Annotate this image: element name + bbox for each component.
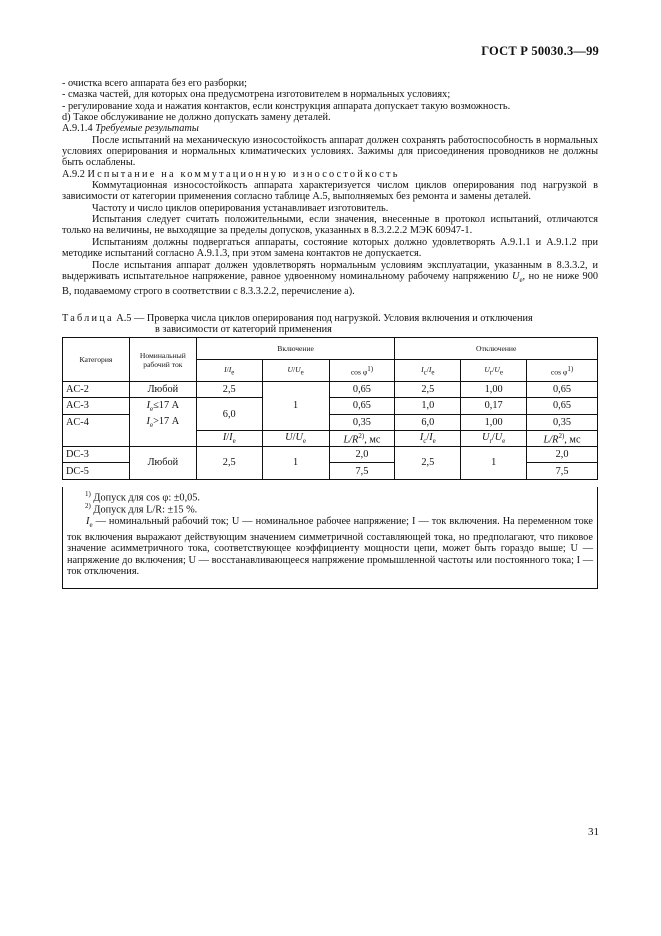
list-item: - регулирование хода и нажатия контактов, если конструкция аппарата допускает такую возможность. — [62, 100, 511, 112]
section-title: Требуемые результаты — [95, 123, 199, 135]
footnote-2: $^{2)}$ Допуск для L/R: ±15 %. — [85, 502, 198, 516]
paragraph: Частоту и число циклов оперирования устанавливает изготовитель. — [92, 202, 389, 214]
break-cos-cell: 0,65 — [527, 398, 598, 414]
subheader-U-Ue: $U/U_e$ — [262, 360, 329, 382]
subheader-Ur-Ue: $U_r/U_e$ — [461, 430, 527, 446]
section-heading-a92 — [62, 169, 598, 180]
break-I-cell: 2,5 — [395, 447, 461, 480]
category-cell: AC-3 — [63, 398, 130, 414]
header-category: Категория — [63, 338, 130, 382]
list-item: d) Такое обслуживание не должно допускать замену деталей. — [62, 112, 331, 124]
subheader-cos: $\cos \varphi^{1)}$ — [329, 360, 395, 382]
break-LR-cell: 7,5 — [527, 463, 598, 479]
header-break: Отключение — [395, 338, 598, 360]
make-U-cell: 1 — [262, 382, 329, 431]
body-text — [62, 78, 598, 298]
make-I-cell: 6,0 — [196, 398, 262, 431]
paragraph-part: После испытания аппарат должен удовлетворять нормальным условиям эксплуатации, указанным в 8.3.3.2, и выдерживать испытательное напряжение, равное удвоенному номинальному рабочему напряжению — [62, 259, 598, 282]
break-cos-cell: 0,35 — [527, 414, 598, 430]
break-cos-cell: 0,65 — [527, 382, 598, 398]
break-U-cell: 1,00 — [461, 382, 527, 398]
category-cell: AC-2 — [63, 382, 130, 398]
break-U-cell: 1,00 — [461, 414, 527, 430]
section-heading-a914 — [62, 123, 598, 134]
paragraph: Испытания следует считать положительными, если значения, внесенные в протокол испытаний, отличаются только на величины, не выходящие за пределы допусков, указанных в 8.3.2.2.2 МЭК 60947-1. — [62, 214, 598, 237]
table-label: Таблица — [62, 313, 114, 324]
table-a5 — [62, 337, 598, 480]
break-I-cell: 1,0 — [395, 398, 461, 414]
empty-cell — [129, 430, 196, 446]
subheader-I-Ie: $I/I_e$ — [196, 360, 262, 382]
subheader-Ur-Ue: $U_r/U_e$ — [461, 360, 527, 382]
subheader-L-R: $L/R^{2)}$, мс — [329, 430, 395, 446]
subheader-U-Ue: $U/U_e$ — [262, 430, 329, 446]
header-make: Включение — [196, 338, 395, 360]
subheader-Ic-Ie: $I_c/I_e$ — [395, 360, 461, 382]
section-title: Испытание на коммутационную износостойкость — [87, 168, 400, 180]
subheader-I-Ie: $I/I_e$ — [196, 430, 262, 446]
subheader-L-R: $L/R^{2)}$, мс — [527, 430, 598, 446]
empty-cell — [63, 430, 130, 446]
current-cell: Любой — [129, 382, 196, 398]
header-rated-current: Номинальный рабочий ток — [129, 338, 196, 382]
page-number: 31 — [588, 826, 599, 838]
make-LR-cell: 7,5 — [329, 463, 395, 479]
break-I-cell: 6,0 — [395, 414, 461, 430]
category-cell: AC-4 — [63, 414, 130, 430]
make-U-cell: 1 — [262, 447, 329, 480]
paragraph: Испытаниям должны подвергаться аппараты, состояние которых должно удовлетворять А.9.1.1 и А.9.1.2 при методике испытаний согласно А.9.1.3, при этом замена контактов не допускается. — [62, 236, 598, 260]
table-footnotes — [62, 487, 598, 589]
make-cos-cell: 0,65 — [329, 382, 395, 398]
current-cell: $I_e\le 17$ А — [129, 398, 196, 414]
list-item: - очистка всего аппарата без его разборки; — [62, 78, 248, 89]
category-cell: DC-5 — [63, 463, 130, 479]
make-LR-cell: 2,0 — [329, 447, 395, 463]
break-I-cell: 2,5 — [395, 382, 461, 398]
subheader-cos: $\cos \varphi^{1)}$ — [527, 360, 598, 382]
standard-header: ГОСТ Р 50030.3—99 — [481, 44, 599, 58]
make-I-cell: 2,5 — [196, 447, 262, 480]
current-cell: $I_e>17$ А — [129, 414, 196, 430]
caption-text: в зависимости от категорий применения — [155, 324, 332, 336]
current-cell: Любой — [129, 447, 196, 480]
table-explanation: $I_e$ — номинальный рабочий ток; U — номинальное рабочее напряжение; I — ток включения. На переменном токе ток включения выражают действующим значением симметричной составляющей тока, но предполагают, что пиковое значение асимметричного тока, соответствующее коэффициенту мощности цепи, может быть гораздо выше; U — напряжение до включения; U — восстанавливающееся напряжение промышленной частоты или постоянного тока; I — ток отключения. — [67, 516, 593, 578]
list-item: - смазка частей, для которых она предусмотрена изготовителем в нормальных условиях; — [62, 89, 451, 101]
section-number: А.9.1.4 — [62, 123, 93, 135]
make-I-cell: 2,5 — [196, 382, 262, 398]
break-U-cell: 0,17 — [461, 398, 527, 414]
paragraph-part: , но не ниже 900 В, подаваемому строго в соответствии с 8.3.3.2.2, перечисление а). — [62, 270, 598, 298]
subheader-Ic-Ie: $I_c/I_e$ — [395, 430, 461, 446]
make-cos-cell: 0,65 — [329, 398, 395, 414]
section-number: А.9.2 — [62, 168, 85, 180]
category-cell: DC-3 — [63, 447, 130, 463]
paragraph: Коммутационная износостойкость аппарата характеризуется числом циклов оперирования под нагрузкой в зависимости от категории применения согласно таблице А.5, выполняемых без ремонта и замены деталей. — [62, 180, 598, 203]
break-LR-cell: 2,0 — [527, 447, 598, 463]
break-U-cell: 1 — [461, 447, 527, 480]
caption-text: А.5 — Проверка числа циклов оперирования под нагрузкой. Условия включения и отключения — [116, 313, 533, 324]
footnote-1: $^{1)}$ Допуск для cos φ: ±0,05. — [85, 490, 201, 504]
paragraph: После испытаний на механическую износостойкость аппарат должен сохранять работоспособность в нормальных условиях оперирования и нормальных климатических условиях. Зажимы для присоединения проводников не должны быть ослаблены. — [62, 134, 598, 169]
table-caption — [62, 313, 598, 336]
make-cos-cell: 0,35 — [329, 414, 395, 430]
paragraph: После испытания аппарат должен удовлетворять нормальным условиям эксплуатации, указанным в 8.3.3.2, и выдерживать испытательное напряжение, равное удвоенному номинальному рабочему напряжению $U_e$, но не ниже 900 В, подаваемому строго в соответствии с 8.3.3.2.2, перечисление а). — [62, 259, 598, 298]
